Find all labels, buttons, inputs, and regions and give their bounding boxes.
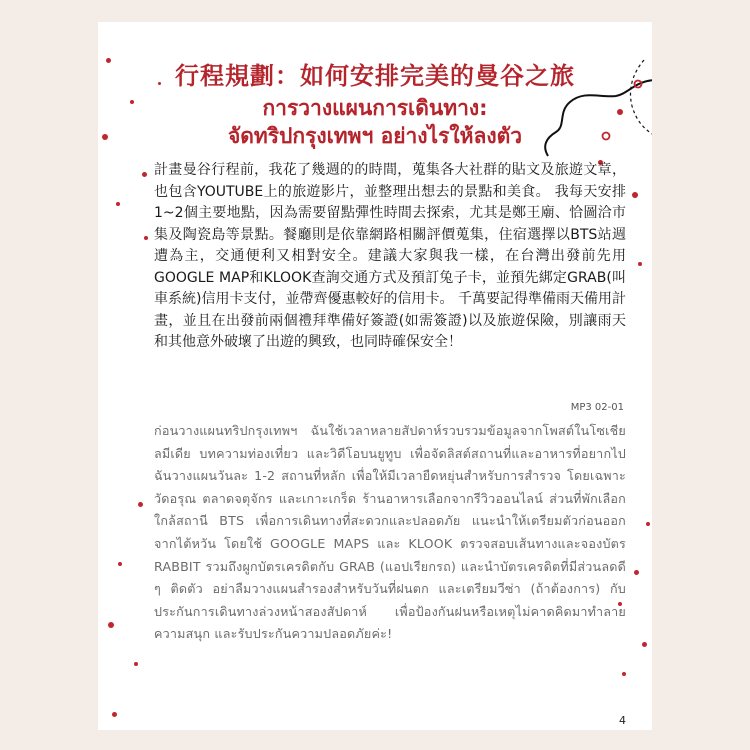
- decor-dot: [118, 562, 122, 566]
- decor-dot: [622, 672, 626, 676]
- decor-dot: [632, 192, 638, 198]
- decor-dot: [116, 202, 120, 206]
- decor-dot: [144, 236, 148, 240]
- decor-dot: [108, 622, 114, 628]
- decor-dot: [142, 172, 147, 177]
- page-title-thai-line1: การวางแผนการเดินทาง:: [262, 96, 488, 120]
- body-text-chinese: 計畫曼谷行程前，我花了幾週的的時間，蒐集各大社群的貼文及旅遊文章，也包含YOUTUBE上的旅遊影片，並整理出想去的景點和美食。 我每天安排1~2個主要地點，因為需要留點彈性時間去探索，尤其是鄭王廟、恰圖洽市集及陶瓷島等景點。餐廳則是依靠網路相關評價蒐集，住宿選擇以BTS站週遭為主，交通便利又相對安全。建議大家與我一樣，在台灣出發前先用GOOGLE MAP和KLOOK查詢交通方式及預訂兔子卡，並預先綁定GRAB(叫車系統)信用卡支付，並帶齊優惠較好的信用卡。 千萬要記得準備雨天備用計畫，並且在出發前兩個禮拜準備好簽證(如需簽證)以及旅遊保險，別讓雨天和其他意外破壞了出遊的興致，也同時確保安全！: [154, 162, 626, 350]
- page-number: 4: [619, 714, 626, 727]
- decor-dot: [646, 522, 650, 526]
- page-title-thai-line2: จัดทริปกรุงเทพฯ อย่างไรให้ลงตัว: [227, 124, 523, 148]
- decor-dot: [642, 642, 647, 647]
- decor-dot: [112, 712, 117, 717]
- page-title-chinese: 行程規劃：如何安排完美的曼谷之旅: [175, 62, 575, 90]
- decor-dot: [634, 570, 639, 575]
- decor-dot: [134, 662, 138, 666]
- decor-dot: [638, 262, 642, 266]
- body-text-thai: ก่อนวางแผนทริปกรุงเทพฯ ฉันใช้เวลาหลายสัปดาห์รวบรวมข้อมูลจากโพสต์ในโซเชียลมีเดีย บทความท่องเที่ยว และวิดีโอบนยูทูบ เพื่อจัดลิสต์สถานที่และอาหารที่อยากไป ฉันวางแผนวันละ 1-2 สถานที่หลัก เพื่อให้มีเวลายืดหยุ่นสำหรับการสำรวจ โดยเฉพาะวัดอรุณ ตลาดจตุจักร และเกาะเกร็ด ร้านอาหารเลือกจากรีวิวออนไลน์ ส่วนที่พักเลือกใกล้สถานี BTS เพื่อการเดินทางที่สะดวกและปลอดภัย แนะนำให้เตรียมตัวก่อนออกจากไต้หวัน โดยใช้ GOOGLE MAPS และ KLOOK ตรวจสอบเส้นทางและจองบัตร RABBIT รวมถึงผูกบัตรเครดิตกับ GRAB (แอปเรียกรถ) และนำบัตรเครดิตที่มีส่วนลดดี ๆ ติดตัว อย่าลืมวางแผนสำรองสำหรับวันที่ฝนตก และเตรียมวีซ่า (ถ้าต้องการ) กับประกันการเดินทางล่วงหน้าสองสัปดาห์ เพื่อป้องกันฝนหรือเหตุไม่คาดคิดมาทำลายความสนุก และรับประกันความปลอดภัยค่ะ!: [154, 423, 626, 642]
- book-page: [98, 22, 652, 730]
- decor-dot: [138, 502, 143, 507]
- page-title-thai: [98, 94, 652, 150]
- audio-track-label: MP3 02-01: [570, 402, 624, 413]
